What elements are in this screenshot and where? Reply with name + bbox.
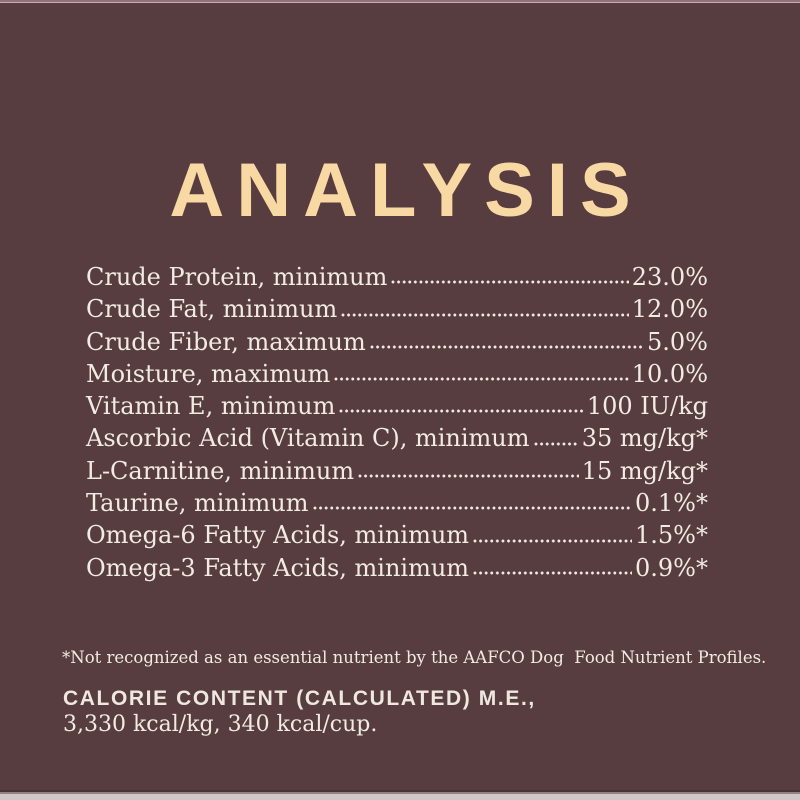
dot-leader bbox=[339, 409, 583, 413]
nutrient-label: L-Carnitine, minimum bbox=[86, 456, 355, 485]
dot-leader bbox=[473, 571, 632, 575]
nutrient-label: Crude Protein, minimum bbox=[86, 263, 388, 291]
nutrient-value: 35 mg/kg* bbox=[581, 424, 708, 453]
dot-leader bbox=[313, 506, 633, 510]
analysis-row-omega-3 bbox=[86, 552, 708, 584]
dot-leader bbox=[473, 539, 632, 543]
nutrient-value: 0.9%* bbox=[635, 553, 708, 582]
nutrient-label: Moisture, maximum bbox=[86, 359, 331, 388]
label-top-edge bbox=[0, 0, 800, 4]
nutrient-value: 12.0% bbox=[631, 295, 708, 324]
dot-leader bbox=[358, 474, 579, 478]
nutrient-label: Ascorbic Acid (Vitamin C), minimum bbox=[86, 424, 530, 453]
nutrient-value: 10.0% bbox=[631, 359, 708, 388]
nutrient-label: Crude Fiber, maximum bbox=[86, 327, 366, 356]
label-bottom-edge bbox=[0, 790, 800, 800]
guaranteed-analysis-list bbox=[86, 261, 708, 584]
analysis-row-crude-fiber bbox=[86, 326, 708, 358]
nutrient-label: Crude Fat, minimum bbox=[86, 295, 338, 324]
analysis-row-vitamin-e bbox=[86, 390, 708, 422]
calorie-content-heading: CALORIE CONTENT (CALCULATED) M.E., bbox=[63, 687, 536, 710]
nutrient-label: Omega-3 Fatty Acids, minimum bbox=[86, 553, 470, 582]
dot-leader bbox=[334, 377, 628, 381]
nutrient-value: 0.1%* bbox=[635, 489, 708, 518]
nutrient-label: Vitamin E, minimum bbox=[86, 392, 336, 421]
nutrient-value: 100 IU/kg bbox=[586, 392, 708, 421]
analysis-row-moisture bbox=[86, 358, 708, 390]
analysis-row-crude-protein bbox=[86, 261, 708, 293]
analysis-row-ascorbic-acid bbox=[86, 422, 708, 454]
dot-leader bbox=[370, 345, 644, 349]
dot-leader bbox=[391, 280, 628, 284]
analysis-row-taurine bbox=[86, 487, 708, 519]
dot-leader bbox=[341, 313, 628, 317]
analysis-row-crude-fat bbox=[86, 293, 708, 325]
dot-leader bbox=[534, 442, 579, 446]
page-title: ANALYSIS bbox=[169, 147, 643, 233]
nutrient-value: 23.0% bbox=[631, 263, 708, 291]
calorie-content-values: 3,330 kcal/kg, 340 kcal/cup. bbox=[63, 712, 378, 737]
nutrient-label: Omega-6 Fatty Acids, minimum bbox=[86, 521, 470, 550]
analysis-row-omega-6 bbox=[86, 519, 708, 551]
analysis-row-l-carnitine bbox=[86, 455, 708, 487]
nutrient-value: 1.5%* bbox=[635, 521, 708, 550]
nutrient-value: 15 mg/kg* bbox=[581, 456, 708, 485]
nutrient-value: 5.0% bbox=[647, 327, 708, 356]
aafco-footnote: *Not recognized as an essential nutrient by the AAFCO Dog Food Nutrient Profiles. bbox=[62, 648, 767, 667]
nutrient-label: Taurine, minimum bbox=[86, 489, 309, 518]
